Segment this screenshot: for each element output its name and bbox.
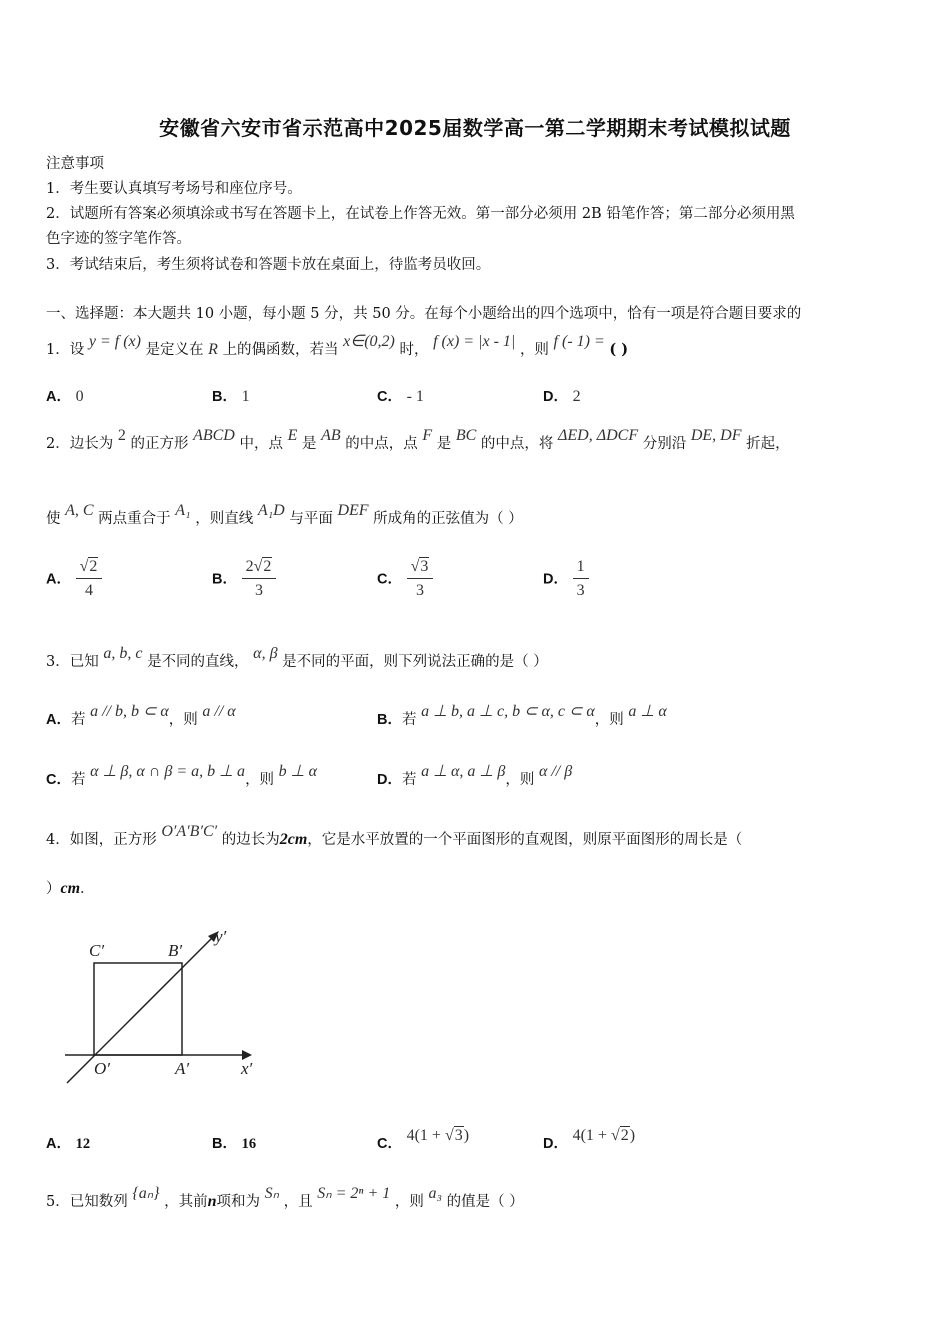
q4-option-d: D． 4(1 + √2) [543,1127,636,1152]
q1-math: x∈(0,2) [343,333,395,350]
q3-option-c: C．若 α ⊥ β, α ∩ β = a, b ⊥ a，则 b ⊥ α [46,763,318,788]
q4-option-a: A． 12 [46,1136,91,1152]
label-o: O′ [94,1059,110,1078]
question-1 [46,333,629,359]
q1-option-d: D． 2 [543,388,581,405]
q1-option-c: C． - 1 [377,388,424,405]
q1-math: f (- 1) = [553,333,605,350]
q3-option-b: B．若 a ⊥ b, a ⊥ c, b ⊂ α, c ⊂ α，则 a ⊥ α [377,703,667,728]
section-heading: 一、选择题：本大题共 10 小题，每小题 5 分，共 50 分。在每个小题给出的四个选项中，恰有一项是符合题目要求的 [46,306,802,322]
q4-option-b: B． 16 [212,1136,257,1152]
q1-math: R [208,341,218,358]
q2-option-b: B． $\frac{2√2}{3}$ [212,556,276,603]
notice-item-2: 2．试题所有答案必须填涂或书写在答题卡上，在试卷上作答无效。第一部分必须用 2B 铅笔作答；第二部分必须用黑 [46,206,795,222]
q2-option-c: C． $\frac{√3}{3}$ [377,556,433,603]
question-4-cont: ）cm． [46,880,95,897]
q1-math: f (x) = |x - 1| [433,333,516,350]
label-y: y′ [215,927,227,946]
q1-answer-blank: ( ) [609,341,629,358]
q2-option-d: D． $\frac{1}{3}$ [543,556,589,603]
q1-text: ，则 [519,342,549,358]
question-5: 5．已知数列 {aₙ} ，其前n项和为 Sₙ ，且 Sₙ = 2ⁿ + 1 ，则 a₃ 的值是（ ） [46,1185,524,1210]
q1-math: y = f (x) [88,333,141,350]
q3-option-a: A．若 a // b, b ⊂ α，则 a // α [46,703,236,728]
page-title: 安徽省六安市省示范高中2025届数学高一第二学期期末考试模拟试题 [159,116,791,140]
label-x: x′ [241,1059,253,1078]
notice-item-1: 1．考生要认真填写考场号和座位序号。 [46,181,302,197]
q1-text: 时， [399,342,429,358]
question-4: 4．如图，正方形 O′A′B′C′ 的边长为2cm，它是水平放置的一个平面图形的直观图，则原平面图形的周长是（ [46,823,743,848]
label-a: A′ [175,1059,190,1078]
q3-option-d: D．若 a ⊥ α, a ⊥ β，则 α // β [377,763,573,788]
square-o-a-b-c [94,963,182,1055]
q1-text: 上的偶函数，若当 [222,342,339,358]
q2-option-a: A． $\frac{√2}{4}$ [46,556,102,603]
notice-item-2-cont: 色字迹的签字笔作答。 [46,231,191,247]
q1-option-b: B． 1 [212,388,250,405]
label-b: B′ [168,941,183,960]
question-2: 2．边长为 2 的正方形 ABCD 中，点 E 是 AB 的中点，点 F 是 BC 的中点，将 ΔED, ΔDCF 分别沿 DE, DF 折起， [46,427,790,452]
q4-figure [55,918,275,1088]
question-2-cont: 使 A, C 两点重合于 A₁ ，则直线 A₁D 与平面 DEF 所成角的正弦值为（ ） [46,502,523,527]
notice-item-3: 3．考试结束后，考生须将试卷和答题卡放在桌面上，待监考员收回。 [46,257,491,273]
label-c: C′ [89,941,105,960]
q1-text: 1．设 [46,342,85,358]
notice-heading: 注意事项 [46,156,104,172]
question-3: 3．已知 a, b, c 是不同的直线， α, β 是不同的平面，则下列说法正确的是（ ） [46,645,548,670]
q1-option-a: A． 0 [46,388,84,405]
q1-text: 是定义在 [145,342,204,358]
q4-option-c: C． 4(1 + √3) [377,1127,470,1152]
